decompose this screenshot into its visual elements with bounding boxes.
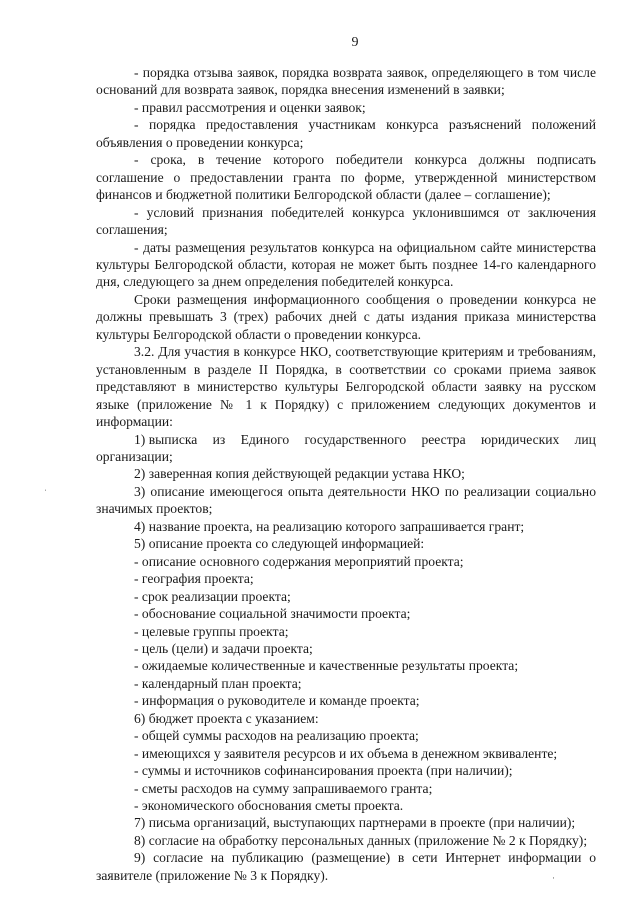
list-item: - имеющихся у заявителя ресурсов и их объема в денежном эквиваленте; [134, 745, 558, 761]
item1-word: реестра [421, 431, 466, 447]
paragraph-publication-terms: Сроки размещения информационного сообщения о проведении конкурса не должны превышать 3 (трех) рабочих дней с даты издания приказа министерства культуры Белгородской области о проведении конкурса. [96, 291, 596, 342]
list-item: - цель (цели) и задачи проекта; [134, 640, 313, 656]
list-item: 5) описание проекта со следующей информацией: [134, 536, 425, 552]
list-item: 9) согласие на публикацию (размещение) в сети Интернет информации о заявителе (приложение № 3 к Порядку). [96, 850, 596, 883]
list-item: - суммы и источников софинансирования проекта (при наличии); [134, 763, 513, 779]
list-item: 3) описание имеющегося опыта деятельности НКО по реализации социально значимых проектов; [96, 483, 596, 517]
list-item-1-continuation: организации; [96, 448, 173, 464]
list-item: 7) письма организаций, выступающих партнерами в проекте (при наличии); [134, 815, 576, 831]
paragraph-section-3-2: 3.2. Для участия в конкурсе НКО, соответствующие критериям и требованиям, установленным в разделе II Порядка, в соответствии со сроками приема заявок представляют в министерство культуры Белгородской области заявку на русском языке (приложение № 1 к Порядку) с приложением следующих документов и информации: [96, 344, 596, 430]
item1-word: государственного [304, 431, 407, 447]
list-item: - сметы расходов на сумму запрашиваемого гранта; [134, 780, 433, 796]
list-item: - экономического обоснования сметы проекта. [134, 798, 404, 814]
list-item: - описание основного содержания мероприятий проекта; [134, 553, 464, 569]
paragraph-evasion-conditions: - условий признания победителей конкурса уклонившимся от заключения соглашения; [96, 204, 596, 238]
list-item: - обоснование социальной значимости проекта; [134, 606, 411, 622]
list-item: - срок реализации проекта; [134, 588, 291, 604]
list-item: 2) заверенная копия действующей редакции устава НКО; [134, 466, 465, 482]
list-item: 4) название проекта, на реализацию которого запрашивается грант; [134, 518, 525, 534]
list-item: - целевые группы проекта; [134, 623, 289, 639]
list-item: - ожидаемые количественные и качественные результаты проекта; [134, 658, 519, 674]
list-item: - общей суммы расходов на реализацию проекта; [134, 728, 419, 744]
scan-speck: · [552, 873, 555, 883]
list-item: 6) бюджет проекта с указанием: [134, 710, 319, 726]
item1-word: Единого [240, 431, 290, 447]
paragraph-results-date: - даты размещения результатов конкурса на официальном сайте министерства культуры Белгородской области, которая не может быть позднее 14-го календарного дня, следующего за днем определения победителей конкурса. [96, 239, 596, 290]
item1-word: из [212, 431, 226, 447]
list-item: 8) согласие на обработку персональных данных (приложение № 2 к Порядку); [134, 832, 588, 848]
list-item: - география проекта; [134, 571, 254, 587]
scan-speck: ˌ [44, 481, 47, 491]
list-item: - информация о руководителе и команде проекта; [134, 693, 420, 709]
item1-word: юридических [480, 431, 560, 447]
item1-word: 1) выписка [134, 431, 198, 447]
paragraph-clarification-order: - порядка предоставления участникам конкурса разъяснений положений объявления о проведении конкурса; [96, 117, 596, 150]
list-item-1-first-line [96, 431, 596, 448]
page-number: 9 [351, 35, 359, 50]
paragraph-review-rules: - правил рассмотрения и оценки заявок; [134, 99, 366, 115]
paragraph-signing-deadline: - срока, в течение которого победители конкурса должны подписать соглашение о предоставлении гранта по форме, утвержденной министерством финансов и бюджетной политики Белгородской области (далее – соглашение); [96, 152, 596, 203]
list-item: - календарный план проекта; [134, 675, 302, 691]
item1-word: лиц [574, 431, 596, 447]
paragraph-withdrawal-order: - порядка отзыва заявок, порядка возврата заявок, определяющего в том числе оснований для возврата заявок, порядка внесения изменений в заявки; [96, 65, 596, 98]
